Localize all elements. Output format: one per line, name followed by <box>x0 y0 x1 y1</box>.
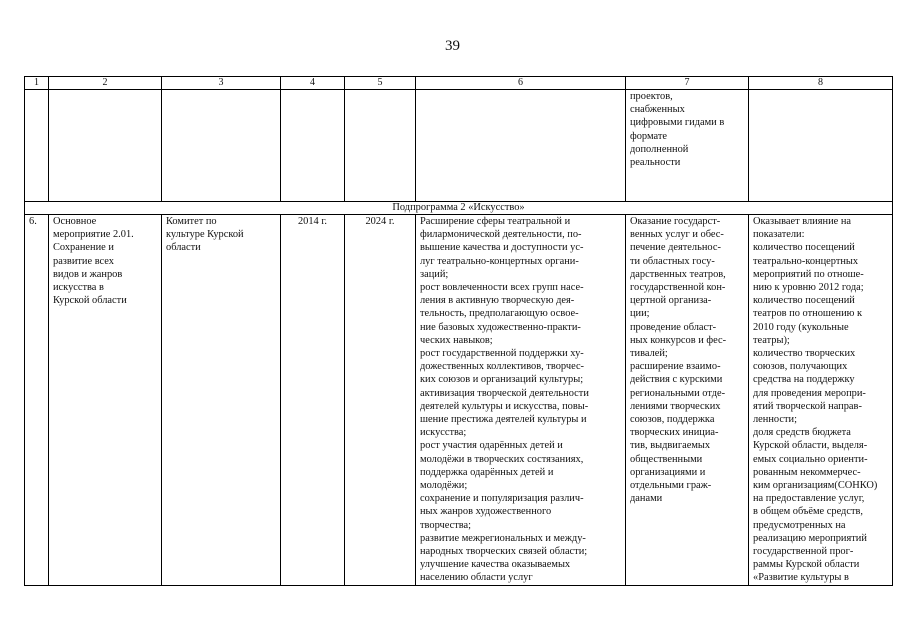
direction-line: действия с курскими <box>630 374 723 386</box>
continuation-line: формате <box>630 130 667 142</box>
start-year: 2014 г. <box>281 215 345 586</box>
measure-row <box>25 215 893 586</box>
cell-empty <box>749 90 893 202</box>
result-line: Расширение сферы театральной и <box>420 216 571 227</box>
result-line: искусства; <box>420 427 467 439</box>
result-line: филармонической деятельности, по- <box>420 229 582 241</box>
result-line: молодёжи; <box>420 480 468 492</box>
measure-line: искусства в <box>53 282 104 294</box>
measure-name-cell <box>49 215 162 586</box>
measure-line: Сохранение и <box>53 242 114 254</box>
result-line: луг театрально-концертных органи- <box>420 255 579 267</box>
direction-line: цертной организа- <box>630 295 712 307</box>
measure-line: Основное <box>53 216 97 227</box>
measure-line: мероприятие 2.01. <box>53 229 134 241</box>
continuation-line: цифровыми гидами в <box>630 117 725 129</box>
indicator-line: государственной прог- <box>753 546 854 558</box>
indicator-line: мероприятий по отноше- <box>753 268 864 280</box>
column-number: 3 <box>162 77 281 90</box>
measure-line: развитие всех <box>53 255 114 267</box>
result-line: заций; <box>420 268 449 280</box>
cell-empty <box>345 90 416 202</box>
direction-line: ции; <box>630 308 650 320</box>
indicator-line: ким организациям(СОНКО) <box>753 480 878 492</box>
cell-empty <box>416 90 626 202</box>
page-number: 39 <box>445 38 460 54</box>
result-line: сохранение и популяризация различ- <box>420 493 584 505</box>
cell-empty <box>49 90 162 202</box>
indicator-line: количество посещений <box>753 242 855 254</box>
direction-line: организациями и <box>630 466 706 478</box>
indicator-line: в общем объёме средств, <box>753 506 863 518</box>
result-line: поддержка одарённых детей и <box>420 466 554 478</box>
indicator-line: 2010 году (кукольные <box>753 321 849 333</box>
indicator-line: театрально-концертных <box>753 255 859 267</box>
result-line: творчества; <box>420 519 472 531</box>
direction-line: венных услуг и обес- <box>630 229 724 241</box>
direction-line: государственной кон- <box>630 282 726 294</box>
column-number: 2 <box>49 77 162 90</box>
continuation-line: дополненной <box>630 143 689 155</box>
direction-line: расширение взаимо- <box>630 361 721 373</box>
subprogram-title: Подпрограмма 2 «Искусство» <box>25 202 893 215</box>
result-line: деятелей культуры и искусства, повы- <box>420 400 589 412</box>
indicator-line: «Развитие культуры в <box>753 572 849 584</box>
direction-line: лениями творческих <box>630 400 721 412</box>
row-number: 6. <box>25 215 49 586</box>
executor-line: Комитет по <box>166 216 217 227</box>
result-line: активизация творческой деятельности <box>420 387 589 399</box>
indicator-line: нию к уровню 2012 года; <box>753 282 864 294</box>
column-number: 6 <box>416 77 626 90</box>
continuation-directions-cell <box>626 90 749 202</box>
cell-empty <box>162 90 281 202</box>
continuation-row <box>25 90 893 202</box>
direction-line: ти областных госу- <box>630 255 715 267</box>
direction-line: региональными отде- <box>630 387 726 399</box>
result-line: ческих навыков; <box>420 334 493 346</box>
indicator-line: количество творческих <box>753 348 856 360</box>
result-line: улучшение качества оказываемых <box>420 559 571 571</box>
indicators-cell <box>749 215 893 586</box>
indicator-line: количество посещений <box>753 295 855 307</box>
direction-line: Оказание государст- <box>630 216 721 227</box>
result-line: тельность, предполагающую освое- <box>420 308 579 320</box>
column-number: 5 <box>345 77 416 90</box>
indicator-line: средства на поддержку <box>753 374 855 386</box>
column-number-row <box>25 77 893 90</box>
result-line: народных творческих связей области; <box>420 546 588 558</box>
result-line: дожественных коллективов, творчес- <box>420 361 585 373</box>
direction-line: проведение област- <box>630 321 717 333</box>
result-line: шение престижа деятелей культуры и <box>420 414 587 426</box>
direction-line: тив, выдвигаемых <box>630 440 711 452</box>
direction-line: ных конкурсов и фес- <box>630 334 727 346</box>
main-directions-cell <box>626 215 749 586</box>
result-line: рост государственной поддержки ху- <box>420 348 584 360</box>
column-number: 4 <box>281 77 345 90</box>
indicator-line: раммы Курской области <box>753 559 860 571</box>
executor-line: культуре Курской <box>166 229 244 241</box>
continuation-line: проектов, <box>630 91 673 102</box>
indicator-line: союзов, получающих <box>753 361 848 373</box>
indicator-line: Курской области, выделя- <box>753 440 868 452</box>
column-number: 1 <box>25 77 49 90</box>
result-line: населению области услуг <box>420 572 533 584</box>
result-line: рост участия одарённых детей и <box>420 440 563 452</box>
end-year: 2024 г. <box>345 215 416 586</box>
direction-line: печение деятельнос- <box>630 242 721 254</box>
indicator-line: театров по отношению к <box>753 308 863 320</box>
direction-line: общественными <box>630 453 703 465</box>
result-line: ных жанров художественного <box>420 506 552 518</box>
direction-line: отдельными граж- <box>630 480 712 492</box>
cell-empty <box>25 90 49 202</box>
indicator-line: Оказывает влияние на <box>753 216 852 227</box>
indicator-line: рованным некоммерчес- <box>753 466 861 478</box>
column-number: 7 <box>626 77 749 90</box>
result-line: вышение качества и доступности ус- <box>420 242 584 254</box>
direction-line: творческих инициа- <box>630 427 719 439</box>
result-line: ления в активную творческую дея- <box>420 295 575 307</box>
continuation-line: реальности <box>630 157 681 169</box>
column-number: 8 <box>749 77 893 90</box>
direction-line: дарственных театров, <box>630 268 726 280</box>
result-line: рост вовлеченности всех групп насе- <box>420 282 584 294</box>
direction-line: тивалей; <box>630 348 668 360</box>
measure-line: Курской области <box>53 295 127 307</box>
continuation-line: снабженных <box>630 104 685 116</box>
result-line: развитие межрегиональных и между- <box>420 532 586 544</box>
indicator-line: емых социально ориенти- <box>753 453 868 465</box>
indicator-line: предусмотренных на <box>753 519 846 531</box>
indicator-line: ятий творческой направ- <box>753 400 862 412</box>
cell-empty <box>281 90 345 202</box>
program-table <box>24 76 893 586</box>
indicator-line: для проведения меропри- <box>753 387 866 399</box>
indicator-line: показатели: <box>753 229 805 241</box>
indicator-line: на предоставление услуг, <box>753 493 865 505</box>
measure-line: видов и жанров <box>53 268 123 280</box>
indicator-line: реализацию мероприятий <box>753 532 867 544</box>
executor-line: области <box>166 242 201 254</box>
indicator-line: доля средств бюджета <box>753 427 851 439</box>
result-line: молодёжи в творческих состязаниях, <box>420 453 584 465</box>
indicator-line: ленности; <box>753 414 797 426</box>
result-line: ние базовых художественно-практи- <box>420 321 581 333</box>
executor-cell <box>162 215 281 586</box>
result-line: ких союзов и организаций культуры; <box>420 374 584 386</box>
subprogram-row <box>25 202 893 215</box>
indicator-line: театры); <box>753 334 790 346</box>
direction-line: союзов, поддержка <box>630 414 715 426</box>
expected-results-cell <box>416 215 626 586</box>
direction-line: данами <box>630 493 663 505</box>
